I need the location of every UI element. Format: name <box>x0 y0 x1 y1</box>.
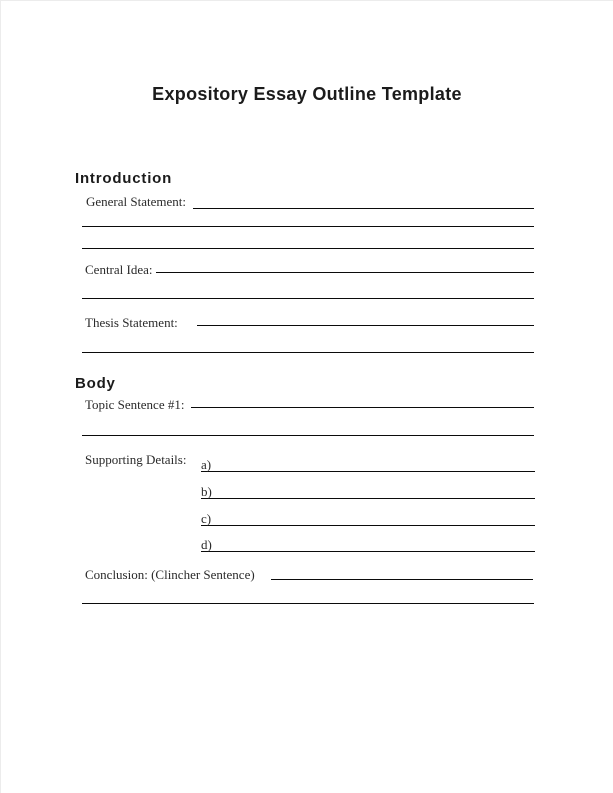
write-in-line <box>193 208 534 209</box>
section-heading-introduction: Introduction <box>75 170 173 187</box>
write-in-line <box>82 226 534 227</box>
write-in-line <box>82 603 534 604</box>
page-title: Expository Essay Outline Template <box>152 84 462 104</box>
write-in-line <box>271 579 533 580</box>
write-in-line <box>197 325 534 326</box>
supporting-detail-row: d) <box>201 536 535 552</box>
field-label-central-idea: Central Idea: <box>85 262 153 277</box>
field-label-thesis-statement: Thesis Statement: <box>85 315 178 330</box>
write-in-line <box>191 407 534 408</box>
write-in-line <box>156 272 534 273</box>
supporting-detail-row: b) <box>201 483 535 499</box>
write-in-line <box>82 298 534 299</box>
field-label-general-statement: General Statement: <box>86 194 186 209</box>
field-label-topic-sentence: Topic Sentence #1: <box>85 397 185 412</box>
field-label-conclusion: Conclusion: (Clincher Sentence) <box>85 567 255 582</box>
field-label-supporting-details: Supporting Details: <box>85 452 187 467</box>
write-in-line <box>82 248 534 249</box>
section-heading-body: Body <box>75 375 116 392</box>
supporting-detail-row: a) <box>201 456 535 472</box>
write-in-line <box>82 435 534 436</box>
supporting-detail-row: c) <box>201 510 535 526</box>
write-in-line <box>82 352 534 353</box>
